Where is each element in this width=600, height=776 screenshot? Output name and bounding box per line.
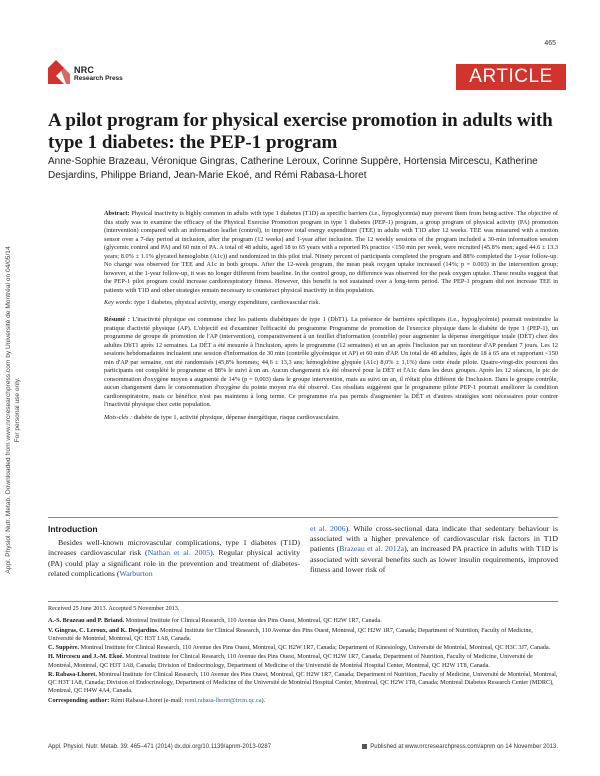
corresponding-author-text: Rémi Rabasa-Lhoret (e-mail: <box>110 696 185 704</box>
affiliations <box>48 601 558 706</box>
paper-title: A pilot program for physical exercise promotion in adults with type 1 diabetes: the PEP-1 program <box>48 110 553 153</box>
intro-paragraph <box>48 538 300 579</box>
mots-cles <box>104 414 558 423</box>
corresponding-email-link[interactable]: remi.rabasa-lhoret@ircm.qc.ca <box>184 696 262 704</box>
affiliation-3-names: C. Suppère. <box>48 644 80 651</box>
affiliation-4-names: H. Mircescu and J.-M. Ekoé. <box>48 653 124 661</box>
intro-left-column <box>48 524 300 579</box>
affiliation-4 <box>48 653 558 670</box>
affiliation-3 <box>48 644 558 652</box>
footer-citation: Appl. Physiol. Nutr. Metab. 39: 465–471 (2014) dx.doi.org/10.1139/apnm-2013-0287 <box>48 744 272 750</box>
abstract-section <box>104 210 558 431</box>
received-dates: Received 25 June 2013. Accepted 5 November 2013. <box>48 605 180 612</box>
mots-cles-label: Mots-clés : <box>104 414 133 422</box>
abstract-paragraph <box>104 210 558 295</box>
affiliation-5-text: Montreal Institute for Clinical Research, 110 Avenue des Pins Ouest, Montreal, QC H2W 1R7, Canada; Department of Nutrition, Faculty of Medicine, Université de Montréal, Montreal, QC H3T 1A8, Canada; Division of Endocrinology, Department of Medicine of the Université de Montréal Hospital Center, Montreal, QC H2W 1T8, Canada; Montreal Diabetes Research Center (MDRC), Montreal, QC H4W 4A4, Canada. <box>48 670 558 695</box>
resume-label: Résumé : <box>104 316 130 324</box>
affiliation-1-names: A.-S. Brazeau and P. Briand. <box>48 617 125 625</box>
article-type-banner: ARTICLE <box>456 64 566 90</box>
download-notice-line2: For personal use only. <box>14 377 21 443</box>
intro-right-text-b: ), an increased PA practice in adults with T1D is associated with several benefits such as lower insulin requirements, improved fitness and lower risk of <box>310 544 558 574</box>
affiliation-3-text: Montreal Institute for Clinical Research, 110 Avenue des Pins Ouest, Montreal, QC H2W 1R7, Canada; Department of Kinesiology, Université de Montréal, Montreal, QC H3C 3J7, Canada. <box>80 644 551 651</box>
resume-text: L'inactivité physique est commune chez les patients diabétiques de type 1 (DbT1). La présence de barrières spécifiques (i.e., hypoglycémie) pourrait restreindre la pratique d'activité physique (AP). L'objectif est d'examiner l'efficacité du programme Programme de promotion de l'exercice physique dans le diabète de type 1 (PEP-1), un programme de groupe de promotion de l'AP (intervention), comparativement à un feuillet d'information (contrôle) pour augmenter la dépense énergétique totale (DÉT) chez des adultes DbT1 après 12 semaines. La DÉT a été mesurée à l'inclusion, après le programme (12 semaines) et un an après l'inclusion par un moniteur d'AP pendant 7 jours. Les 12 sessions hebdomadaires incluaient une session d'information de 30 min (contrôle glycémique et AP) et 60 min d'AP. Un total de 48 adultes, âgés de 18 à 65 ans et rapportant <150 min d'AP par semaine, ont été randomisés (45,8% hommes; 44,6 ± 13,3 ans; hémoglobine glyquée (A1c) 8,0% ± 1,1%) dans cette étude pilote. Quatre-vingt-dix pourcent des participants ont complété le programme et 88% le suivi à un an. Aucun changement n'a été observé pour la DÉT et l'A1c dans les deux groupes. Après les 12 séances, le pic de consommation d'oxygène moyen a augmenté de 14% (p = 0,003) dans le groupe intervention, mais au suivi un an, il n'était plus différent de l'inclusion. Dans le groupe contrôle, aucun changement dans le consommation d'oxygène du pointe moyen n'a été observé. Ces résultats suggèrent que le programme pilote PEP-1 pourrait améliorer la condition cardiorespiratoire, mais ce bénéfice n'est pas maintenu à long terme. Ce programme n'a pas permis d'augmenter la DÉT et d'autres stratégies sont nécessaires pour contrer l'inactivité physique chez cette population. <box>104 316 558 409</box>
download-notice <box>4 140 30 680</box>
corresponding-author-label: Corresponding author: <box>48 696 110 704</box>
section-divider <box>48 517 558 518</box>
footer-published <box>362 744 558 750</box>
intro-right-text-a: ). While cross-sectional data indicate that sedentary behaviour is associated with a higher prevalence of cardiovascular risk factors in T1D patients ( <box>310 524 558 554</box>
download-notice-line1: Appl. Physiol. Nutr. Metab. Downloaded from www.nrcresearchpress.com by Université de Montréal on 04/05/14 <box>5 246 12 574</box>
abstract-label: Abstract: <box>104 210 130 217</box>
affiliation-5-names: R. Rabasa-Lhoret. <box>48 670 97 678</box>
affiliation-2 <box>48 627 558 644</box>
keywords <box>104 299 558 308</box>
mots-cles-text: diabète de type 1, activité physique, dépense énergétique, risque cardiovasculaire. <box>133 414 340 422</box>
nrc-logo-icon <box>48 60 72 84</box>
citation-link-nathan[interactable]: Nathan et al. 2005 <box>147 548 211 558</box>
keywords-label: Key words: <box>104 299 133 307</box>
intro-heading: Introduction <box>48 524 98 534</box>
affiliation-1-text: Montreal Institute for Clinical Research, 110 Avenue des Pins Ouest, Montreal, QC H2W 1R7, Canada. <box>125 617 382 625</box>
intro-text-a: Besides well-known microvascular complications, type 1 diabetes (T1D) increases cardiovascular risk ( <box>48 538 300 558</box>
footer-published-text: Published at www.nrcresearchpress.com/apnm on 14 November 2013. <box>370 744 558 751</box>
resume-paragraph <box>104 316 558 410</box>
publisher-short: NRC <box>74 65 95 75</box>
affiliation-4-text: Montreal Institute for Clinical Research, 110 Avenue des Pins Ouest, Montreal, QC H2W 1R7, Canada; Department of Nutrition, Faculty of Medicine, Université de Montréal, Montreal, QC H3T 1A8, Canada; Division of Endocrinology, Department of Medicine of the Université de Montréal Hospital Center, Montreal, QC H2W 1T8, Canada. <box>48 653 533 669</box>
keywords-text: type 1 diabetes, physical activity, energy expenditure, cardiovascular risk. <box>134 299 321 307</box>
publisher-long: Research Press <box>74 75 123 82</box>
citation-link-warburton[interactable]: Warburton <box>119 568 153 578</box>
published-icon <box>362 744 367 749</box>
affiliation-2-names: V. Gingras, C. Leroux, and K. Desjardins. <box>48 626 159 634</box>
affiliation-1 <box>48 617 558 625</box>
publisher-logo <box>48 60 123 90</box>
intro-text-b: ). Regular physical activity (PA) could play a significant role in the prevention and treatment of diabetes-related complications ( <box>48 548 300 578</box>
corresponding-author <box>48 697 558 705</box>
citation-link-brazeau[interactable]: Brazeau et al. 2012a <box>339 544 405 554</box>
author-list: Anne-Sophie Brazeau, Véronique Gingras, Catherine Leroux, Corinne Suppère, Hortensia Mircescu, Katherine Desjardins, Philippe Briand, Jean-Marie Ekoé, and Rémi Rabasa-Lhoret <box>48 156 538 181</box>
intro-right-column <box>310 524 558 575</box>
page-number: 465 <box>544 40 556 47</box>
intro-right-paragraph <box>310 524 558 575</box>
abstract-text: Physical inactivity is highly common in adults with type 1 diabetes (T1D) as specific barriers (i.e., hypoglycemia) may prevent them from being active. The objective of this study was to examine the efficacy of the Physical Exercise Promotion program in type 1 diabetes (PEP-1) program, a group program of physical activity (PA) promotion (intervention) compared with an information leaflet (control), to improve total energy expenditure (TEE) in adults with T1D after 12 weeks. TEE was measured with a motion sensor over a 7-day period at inclusion, after the program (12 weeks) and 1-year after inclusion. The 12 weekly sessions of the program included a 30-min information session (glycemic control and PA) and 60 min of PA. A total of 48 adults, aged 18 to 65 years with a reported PA practice <150 min per week, were recruited (45.8% men; aged 44.6 ± 13.3 years; 8.0% ± 1.1% glycated hemoglobin (A1c)) and randomized in this pilot trial. Ninety percent of participants completed the program and 88% completed the 1-year follow-up. No change was observed for TEE and A1c in both groups. After the 12-week program, the mean peak oxygen uptake increased (14%; p = 0.003) in the intervention group; however, at the 1-year follow-up, it was no longer different from baseline. In the control group, no difference was observed for the peak oxygen uptake. These results suggest that the PEP-1 pilot program could increase cardiorespiratory fitness. However, this benefit is not sustained over a long-term period. The PEP-1 program did not increase TEE in patients with T1D and other strategies remain necessary to counteract physical inactivity in this population. <box>104 210 558 294</box>
affiliation-2-text: Montreal Institute for Clinical Research, 110 Avenue des Pins Ouest, Montreal, QC H2W 1R7, Canada; Department of Nutrition, Faculty of Medicine, Université de Montréal, Montreal, QC H3T 1A8, Canada. <box>48 626 533 642</box>
affiliation-5 <box>48 671 558 696</box>
corresponding-author-end: ). <box>261 696 266 704</box>
citation-link-warburton-cont[interactable]: et al. 2006 <box>310 524 346 533</box>
